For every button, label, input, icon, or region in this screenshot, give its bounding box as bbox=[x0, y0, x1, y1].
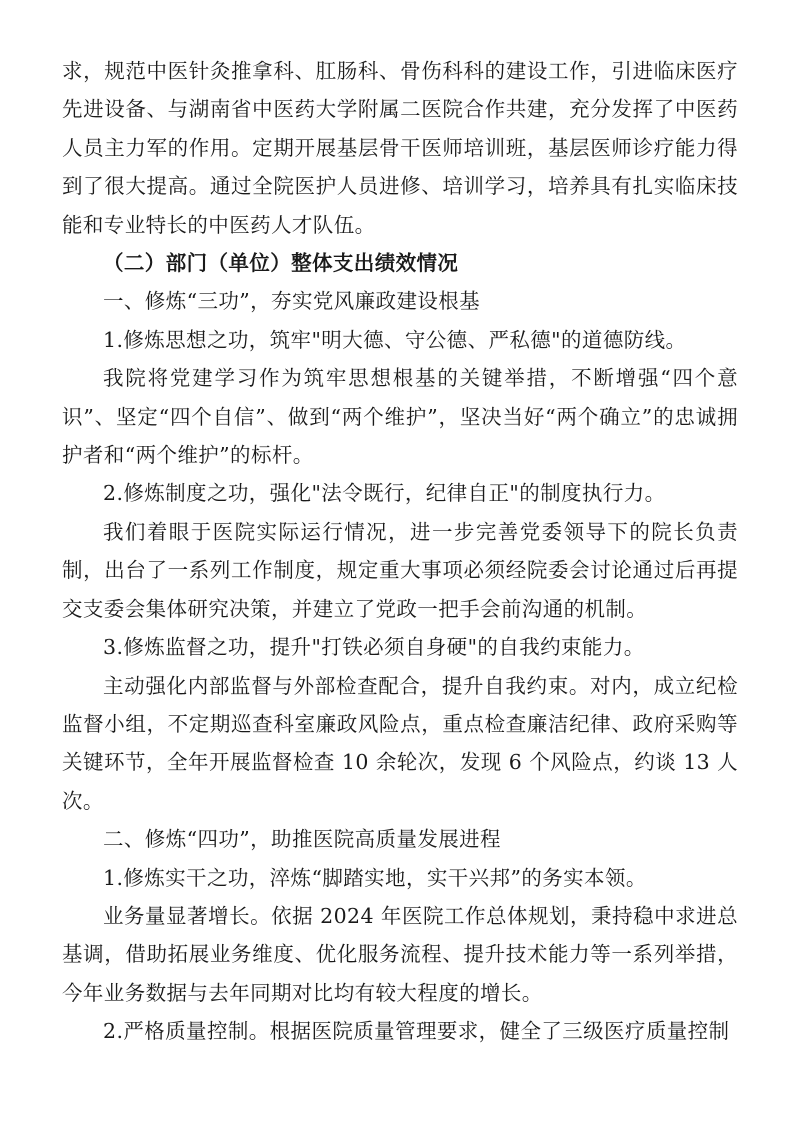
item-thought-skill: 1.修炼思想之功，筑牢"明大德、守公德、严私德"的道德防线。 bbox=[103, 327, 687, 352]
document-page bbox=[62, 52, 738, 1051]
paragraph-talent-building: 求，规范中医针灸推拿科、肛肠科、骨伤科科的建设工作，引进临床医疗先进设备、与湖南省中医药大学附属二医院合作共建，充分发挥了中医药人员主力军的作用。定期开展基层骨干医师培训班，基层医师诊疗能力得到了很大提高。通过全院医护人员进修、培训学习，培养具有扎实临床技能和专业特长的中医药人才队伍。 bbox=[62, 59, 738, 237]
paragraph-party-study: 我院将党建学习作为筑牢思想根基的关键举措，不断增强“四个意识”、坚定“四个自信”、做到“两个维护”，坚决当好“两个确立”的忠诚拥护者和“两个维护”的标杆。 bbox=[62, 366, 738, 468]
paragraph-business-growth: 业务量显著增长。依据 2024 年医院工作总体规划，秉持稳中求进总基调，借助拓展业务维度、优化服务流程、提升技术能力等一系列举措，今年业务数据与去年同期对比均有较大程度的增长。 bbox=[62, 903, 738, 1005]
paragraph-system-building: 我们着眼于医院实际运行情况，进一步完善党委领导下的院长负责制，出台了一系列工作制度，规定重大事项必须经院委会讨论通过后再提交支委会集体研究决策，并建立了党政一把手会前沟通的机制。 bbox=[62, 519, 738, 621]
subheading-three-skills: 一、修炼“三功”，夯实党风廉政建设根基 bbox=[103, 289, 481, 314]
section-heading-overall-performance: （二）部门（单位）整体支出绩效情况 bbox=[103, 251, 459, 276]
item-supervision-skill: 3.修炼监督之功，提升"打铁必须自身硬"的自我约束能力。 bbox=[103, 635, 645, 660]
subheading-four-skills: 二、修炼“四功”，助推医院高质量发展进程 bbox=[103, 827, 501, 852]
item-system-skill: 2.修炼制度之功，强化"法令既行，纪律自正"的制度执行力。 bbox=[103, 481, 666, 506]
item-practical-skill: 1.修炼实干之功，淬炼“脚踏实地，实干兴邦”的务实本领。 bbox=[103, 865, 647, 890]
item-quality-control: 2.严格质量控制。根据医院质量管理要求，健全了三级医疗质量控制 bbox=[103, 1019, 730, 1044]
paragraph-supervision: 主动强化内部监督与外部检查配合，提升自我约束。对内，成立纪检监督小组，不定期巡查科室廉政风险点，重点检查廉洁纪律、政府采购等关键环节，全年开展监督检查 10 余轮次，发现 6 个风险点，约谈 13 人次。 bbox=[62, 673, 738, 813]
